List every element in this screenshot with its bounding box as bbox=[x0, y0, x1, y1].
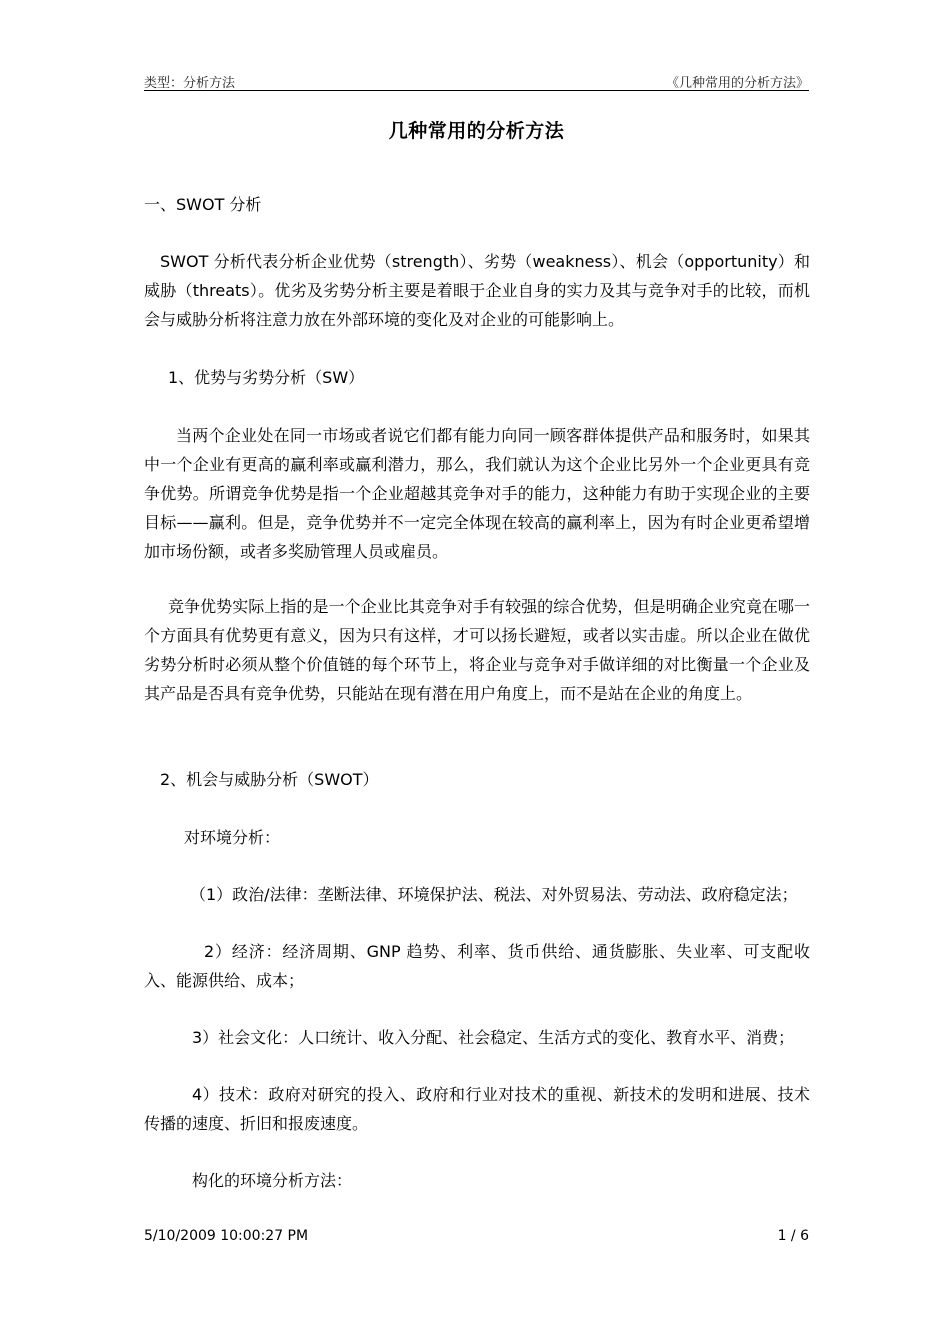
paragraph-sw-1: 当两个企业处在同一市场或者说它们都有能力向同一顾客群体提供产品和服务时，如果其中一个企业有更高的赢利率或赢利潜力，那么，我们就认为这个企业比另外一个企业更具有竞争优势。所谓竞争优势是指一个企业超越其竞争对手的能力，这种能力有助于实现企业的主要目标——赢利。但是，竞争优势并不一定完全体现在较高的赢利率上，因为有时企业更希望增加市场份额，或者多奖励管理人员或雇员。 bbox=[144, 426, 810, 561]
env-item-political: （1）政治/法律：垄断法律、环境保护法、税法、对外贸易法、劳动法、政府稳定法； bbox=[190, 885, 798, 904]
paragraph-swot-intro: SWOT 分析代表分析企业优势（strength）、劣势（weakness）、机会（opportunity）和威胁（threats）。优劣及劣势分析主要是着眼于企业自身的实力及其与竞争对手的比较，而机会与威胁分析将注意力放在外部环境的变化及对企业的可能影响上。 bbox=[144, 252, 810, 329]
structured-env-heading: 构化的环境分析方法： bbox=[192, 1171, 353, 1190]
footer-page-number: 1 / 6 bbox=[777, 1228, 809, 1244]
document-title: 几种常用的分析方法 bbox=[388, 120, 565, 142]
paragraph-sw-2: 竞争优势实际上指的是一个企业比其竞争对手有较强的综合优势，但是明确企业究竟在哪一个方面具有优势更有意义，因为只有这样，才可以扬长避短，或者以实击虚。所以企业在做优劣势分析时必须从整个价值链的每个环节上，将企业与竞争对手做详细的对比衡量一个企业及其产品是否具有竞争优势，只能站在现有潜在用户角度上，而不是站在企业的角度上。 bbox=[144, 597, 810, 703]
footer-datetime: 5/10/2009 10:00:27 PM bbox=[144, 1228, 309, 1244]
header-category: 类型：分析方法 bbox=[144, 76, 236, 91]
env-item-technology: 4）技术：政府对研究的投入、政府和行业对技术的重视、新技术的发明和进展、技术传播的速度、折旧和报废速度。 bbox=[144, 1085, 810, 1133]
page-header bbox=[144, 70, 809, 91]
subheading-ot: 2、机会与威胁分析（SWOT） bbox=[160, 770, 379, 789]
subheading-sw: 1、优势与劣势分析（SW） bbox=[168, 368, 365, 387]
env-item-social: 3）社会文化：人口统计、收入分配、社会稳定、生活方式的变化、教育水平、消费； bbox=[192, 1028, 795, 1047]
section-heading-swot: 一、SWOT 分析 bbox=[144, 195, 262, 214]
env-item-economic: 2）经济：经济周期、GNP 趋势、利率、货币供给、通货膨胀、失业率、可支配收入、能源供给、成本； bbox=[144, 942, 810, 990]
env-analysis-heading: 对环境分析： bbox=[184, 828, 281, 847]
header-doc-title: 《几种常用的分析方法》 bbox=[665, 76, 809, 91]
